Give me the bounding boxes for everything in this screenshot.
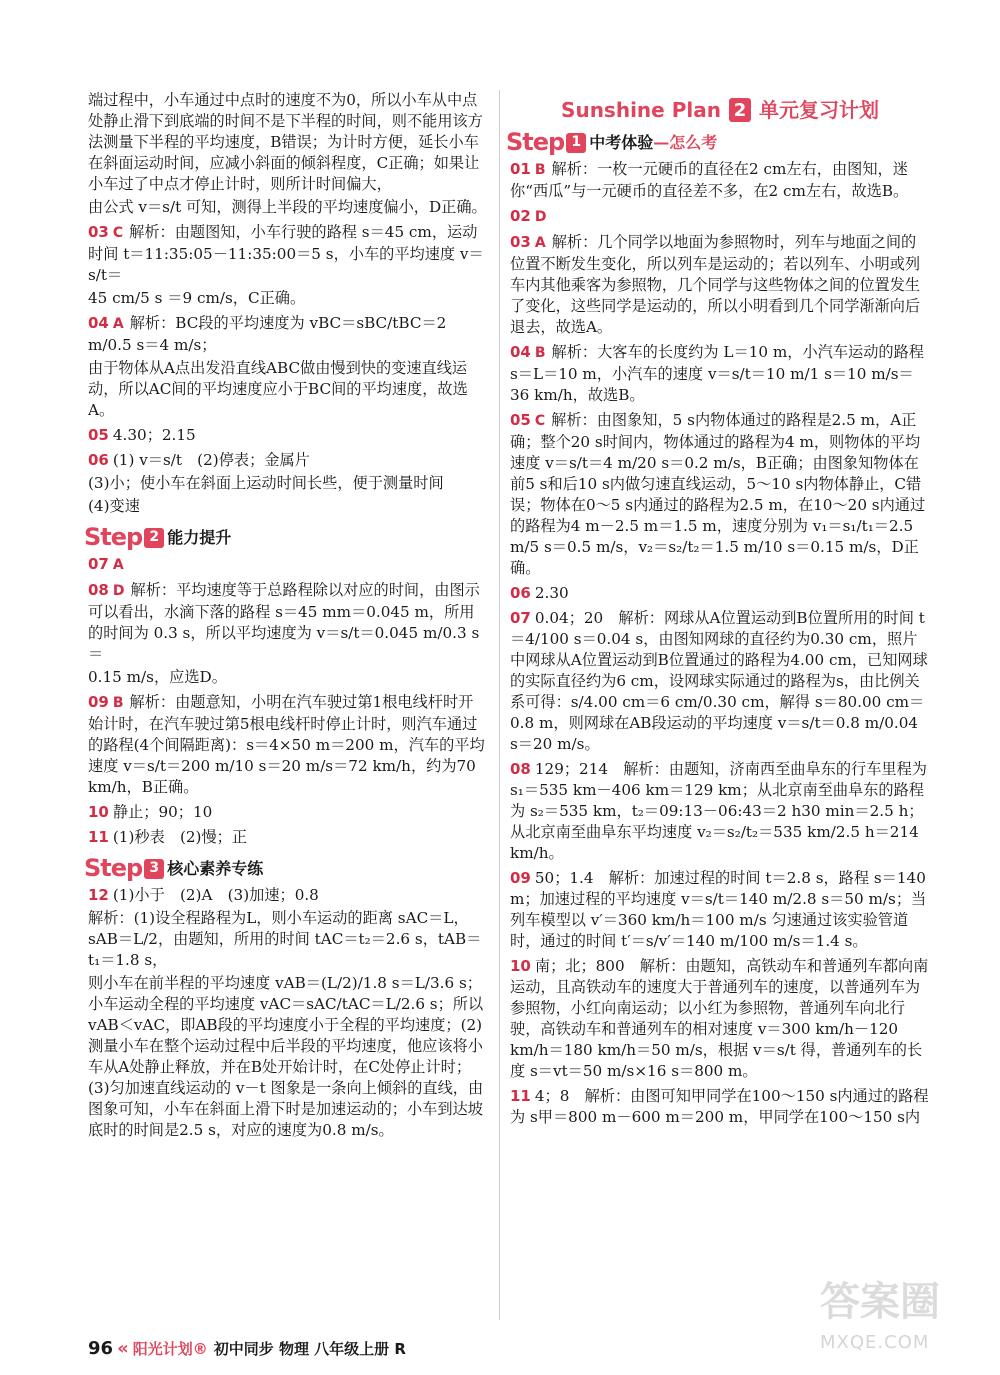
question-06-line-1: [510, 583, 930, 604]
answer-text: 解析：由题图知，小车行驶的路程 s＝45 cm，运动时间 t＝11:35:05－11:35:00＝5 s，小车的平均速度 v＝s/t＝: [88, 223, 484, 284]
answer-text: 2.30: [534, 584, 569, 602]
book-info: 初中同步 物理 八年级上册 R: [213, 1340, 406, 1358]
answer-text: (1)小于 (2)A (3)加速；0.8: [112, 886, 319, 904]
page-number: 96: [88, 1338, 114, 1359]
question-number: 11: [510, 1087, 531, 1105]
answer-text: (1)秒表 (2)慢；正: [112, 828, 248, 846]
question-10-line-1: [88, 802, 488, 823]
question-06-line-1: [88, 450, 488, 471]
answer-text: 4.30；2.15: [112, 426, 196, 444]
answer-text: 129；214 解析：由题知，济南西至曲阜东的行车里程为 s₁＝535 km－406 km＝129 km；从北京南至曲阜东的路程为 s₂＝535 km，t₂＝09:13－06:43＝2 h30 min＝2.5 h；从北京南至曲阜东平均速度 v₂＝s₂/t₂＝535 km/2.5 h＝214 km/h。: [510, 760, 927, 862]
answer-text: 解析：一枚一元硬币的直径在2 cm左右，由图知，迷你“西瓜”与一元硬币的直径差不多，在2 cm左右，故选B。: [510, 160, 909, 200]
answer-letter: C: [112, 225, 124, 241]
q02-text-2: 由公式 v＝s/t 可知，测得上半段的平均速度偏小，D正确。: [88, 198, 487, 216]
question-03: [88, 222, 488, 309]
question-05: [88, 425, 488, 446]
question-03-line-1: [88, 222, 488, 286]
answer-letter: B: [534, 345, 546, 361]
question-number: 05: [88, 426, 109, 444]
question-number: 07: [510, 609, 531, 627]
question-03-line-2: 45 cm/5 s ＝9 cm/s，C正确。: [88, 289, 306, 307]
question-number: 12: [88, 886, 109, 904]
question-11: [88, 827, 488, 848]
question-07: [510, 608, 930, 755]
step3-title: 核心素养专练: [167, 859, 264, 878]
watermark-url: MXQE.COM: [820, 1332, 930, 1353]
answer-letter: D: [534, 209, 547, 225]
answer-letter: A: [112, 557, 124, 573]
question-10: [510, 956, 930, 1082]
question-08-line-2: 0.15 m/s，应选D。: [88, 668, 227, 686]
question-11: [510, 1086, 930, 1128]
answer-text: 0.04；20 解析：网球从A位置运动到B位置所用的时间 t＝4/100 s＝0.04 s，由图知网球的直径约为0.30 cm，照片中网球从A位置运动到B位置通过的路程为4.00 cm，已知网球的实际直径约为6 cm，设网球实际通过的路程为s，由比例关系可得：s/4.00 cm＝6 cm/0.30 cm，解得 s＝80.00 cm＝0.8 m，则网球在AB段运动的平均速度 v＝s/t＝0.8 m/0.04 s＝20 m/s。: [510, 609, 928, 753]
step1-heading: [506, 128, 930, 156]
sunshine-plan-name: Sunshine Plan: [561, 97, 721, 122]
answer-text: 解析：由题意知，小明在汽车驶过第1根电线杆时开始计时，在汽车驶过第5根电线杆时停止计时，则汽车通过的路程(4个间隔距离)：s＝4×50 m＝200 m，汽车的平均速度 v＝s/t＝200 m/10 s＝20 m/s＝72 km/h，约为70 km/h，B正确。: [88, 693, 485, 796]
right-questions: [510, 159, 930, 1128]
question-number: 04: [510, 343, 531, 361]
left-column: [84, 90, 488, 1145]
question-04-line-1: [88, 313, 488, 356]
sunshine-plan-header: [510, 98, 930, 122]
question-07: [88, 554, 488, 576]
question-06: [88, 450, 488, 517]
question-09-line-1: [510, 868, 930, 952]
answer-letter: C: [534, 413, 546, 429]
question-06-line-2: (3)小；使小车在斜面上运动时间长些，便于测量时间: [88, 474, 444, 492]
double-chevron-icon: «: [117, 1338, 129, 1359]
question-05: [510, 410, 930, 579]
step3-number: 3: [144, 859, 164, 879]
left-questions-c: [88, 885, 488, 1141]
question-08: [510, 759, 930, 864]
question-08: [88, 580, 488, 688]
question-06: [510, 583, 930, 604]
column-divider: [499, 90, 500, 1320]
question-number: 01: [510, 160, 531, 178]
question-10-line-1: [510, 956, 930, 1082]
right-column: [506, 90, 930, 1132]
question-number: 07: [88, 555, 109, 573]
answer-text: 解析：BC段的平均速度为 vBC＝sBC/tBC＝2 m/0.5 s＝4 m/s；: [88, 314, 447, 354]
question-number: 03: [510, 233, 531, 251]
question-number: 09: [510, 869, 531, 887]
step2-heading: [84, 523, 488, 551]
answer-text: 解析：大客车的长度约为 L＝10 m，小汽车运动的路程 s＝L＝10 m，小汽车的速度 v＝s/t＝10 m/1 s＝10 m/s＝36 km/h，故选B。: [510, 343, 924, 404]
question-07-line-1: [88, 554, 488, 576]
question-04: [88, 313, 488, 421]
question-04-line-1: [510, 342, 930, 406]
step1-number: 1: [566, 133, 586, 153]
step2-number: 2: [144, 528, 164, 548]
question-number: 05: [510, 411, 531, 429]
question-11-line-1: [510, 1086, 930, 1128]
question-number: 11: [88, 828, 109, 846]
question-number: 10: [510, 957, 531, 975]
sunshine-plan-title: 单元复习计划: [758, 97, 879, 122]
answer-letter: B: [534, 162, 546, 178]
question-number: 10: [88, 803, 109, 821]
step3-word: Step: [84, 854, 143, 882]
answer-letter: B: [112, 695, 124, 711]
step2-title: 能力提升: [167, 528, 232, 547]
answer-text: 解析：平均速度等于总路程除以对应的时间，由图示可以看出，水滴下落的路程 s＝45 mm＝0.045 m，所用的时间为 0.3 s，所以平均速度为 v＝s/t＝0.045 m/0.3 s＝: [88, 581, 480, 663]
question-11-line-1: [88, 827, 488, 848]
question-number: 02: [510, 207, 531, 225]
question-03-line-1: [510, 232, 930, 338]
question-05-line-1: [510, 410, 930, 579]
answer-text: 4；8 解析：由图可知甲同学在100～150 s内通过的路程为 s甲＝800 m－600 m＝200 m，甲同学在100～150 s内: [510, 1087, 929, 1126]
answer-text: 解析：由图象知，5 s内物体通过的路程是2.5 m，A正确；整个20 s时间内，物体通过的路程为4 m，则物体的平均速度 v＝s/t＝4 m/20 s＝0.2 m/s，B正确；由图象知物体在前5 s和后10 s内做匀速直线运动，5～10 s内物体静止，C错误；物体在0～5 s内通过的路程为2.5 m，在10～20 s内通过的路程为4 m－2.5 m＝1.5 m，速度分别为 v₁＝s₁/t₁＝2.5 m/5 s＝0.5 m/s，v₂＝s₂/t₂＝1.5 m/10 s＝0.15 m/s，D正确。: [510, 411, 926, 577]
brand-name: 阳光计划®: [132, 1340, 208, 1358]
question-12-line-1: [88, 885, 488, 906]
question-12: [88, 885, 488, 1141]
watermark-logo: [820, 1270, 970, 1360]
question-number: 08: [510, 760, 531, 778]
watermark-chars: 答案圈: [820, 1279, 940, 1325]
answer-text: 静止；90；10: [112, 803, 213, 821]
question-10: [88, 802, 488, 823]
question-04: [510, 342, 930, 406]
step1-word: Step: [506, 128, 565, 156]
question-05-line-1: [88, 425, 488, 446]
question-02: [510, 206, 930, 228]
question-09: [510, 868, 930, 952]
question-01-line-1: [510, 159, 930, 202]
answer-letter: D: [112, 583, 125, 599]
answer-letter: A: [534, 235, 546, 251]
answer-text: (1) v＝s/t (2)停表；金属片: [112, 451, 310, 469]
question-08-line-1: [88, 580, 488, 665]
sunshine-plan-number: 2: [729, 98, 751, 122]
question-09: [88, 692, 488, 798]
question-number: 09: [88, 693, 109, 711]
left-questions-b: [88, 554, 488, 848]
answer-text: 50；1.4 解析：加速过程的时间 t＝2.8 s，路程 s＝140 m；加速过程的平均速度 v＝s/t＝140 m/2.8 s＝50 m/s；当列车模型以 v′＝360 km/h＝100 m/s 匀速通过该实验管道时，通过的时间 t′＝s/v′＝140 m/100 m/s＝1.4 s。: [510, 869, 927, 950]
page-footer: [88, 1338, 406, 1359]
question-02-line-1: [510, 206, 930, 228]
question-09-line-1: [88, 692, 488, 798]
left-questions-a: [88, 222, 488, 517]
step1-subtitle: —怎么考: [653, 133, 718, 152]
question-number: 06: [88, 451, 109, 469]
step3-heading: [84, 854, 488, 882]
question-12-line-3: 则小车在前半程的平均速度 vAB＝(L/2)/1.8 s＝L/3.6 s；小车运动全程的平均速度 vAC＝sAC/tAC＝L/2.6 s；所以 vAB＜vAC，即AB段的平均速度小于全程的平均速度；(2)测量小车在整个运动过程中后半段的平均速度，他应该将小车从A处静止释放，并在B处开始计时，在C处停止计时；(3)匀加速直线运动的 v－t 图象是一条向上倾斜的直线，由图象可知，小车在斜面上滑下时是加速运动的；小车到达坡底时的时间是2.5 s，对应的速度为0.8 m/s。: [88, 974, 484, 1139]
answer-letter: A: [112, 316, 124, 332]
question-number: 06: [510, 584, 531, 602]
question-08-line-1: [510, 759, 930, 864]
question-04-line-2: 由于物体从A点出发沿直线ABC做由慢到快的变速直线运动，所以AC间的平均速度应小于BC间的平均速度，故选A。: [88, 359, 468, 419]
question-01: [510, 159, 930, 202]
step1-title: 中考体验: [589, 133, 654, 152]
question-number: 04: [88, 314, 109, 332]
answer-text: 解析：几个同学以地面为参照物时，列车与地面之间的位置不断发生变化，所以列车是运动的；若以列车、小明或列车内其他乘客为参照物，几个同学与这些物体之间的位置发生了变化，这些同学是运动的，所以小明看到几个同学渐渐向后退去，故选A。: [510, 233, 921, 336]
question-07-line-1: [510, 608, 930, 755]
q02-text-1: 端过程中，小车通过中点时的速度不为0，所以小车从中点处静止滑下到底端的时间不是下半程的时间，则不能用该方法测量下半程的平均速度，B错误；为计时方便，延长小车在斜面运动时间，应减小斜面的倾斜程度，C正确；如果让小车过了中点才停止计时，则所计时间偏大，: [88, 91, 483, 193]
q02-continuation: [88, 90, 488, 218]
question-06-line-3: (4)变速: [88, 497, 140, 515]
step2-word: Step: [84, 523, 143, 551]
question-03: [510, 232, 930, 338]
question-number: 08: [88, 581, 109, 599]
question-12-line-2: 解析：(1)设全程路程为L，则小车运动的距离 sAC＝L，sAB＝L/2，由题知，所用的时间 tAC＝t₂＝2.6 s，tAB＝t₁＝1.8 s，: [88, 909, 482, 969]
answer-text: 南；北；800 解析：由题知，高铁动车和普通列车都向南运动，且高铁动车的速度大于普通列车的速度，以普通列车为参照物，小红向南运动；以小红为参照物，普通列车向北行驶，高铁动车和普通列车的相对速度 v＝300 km/h－120 km/h＝180 km/h＝50 m/s，根据 v＝s/t 得，普通列车的长度 s＝vt＝50 m/s×16 s＝800 m。: [510, 957, 929, 1080]
question-number: 03: [88, 223, 109, 241]
